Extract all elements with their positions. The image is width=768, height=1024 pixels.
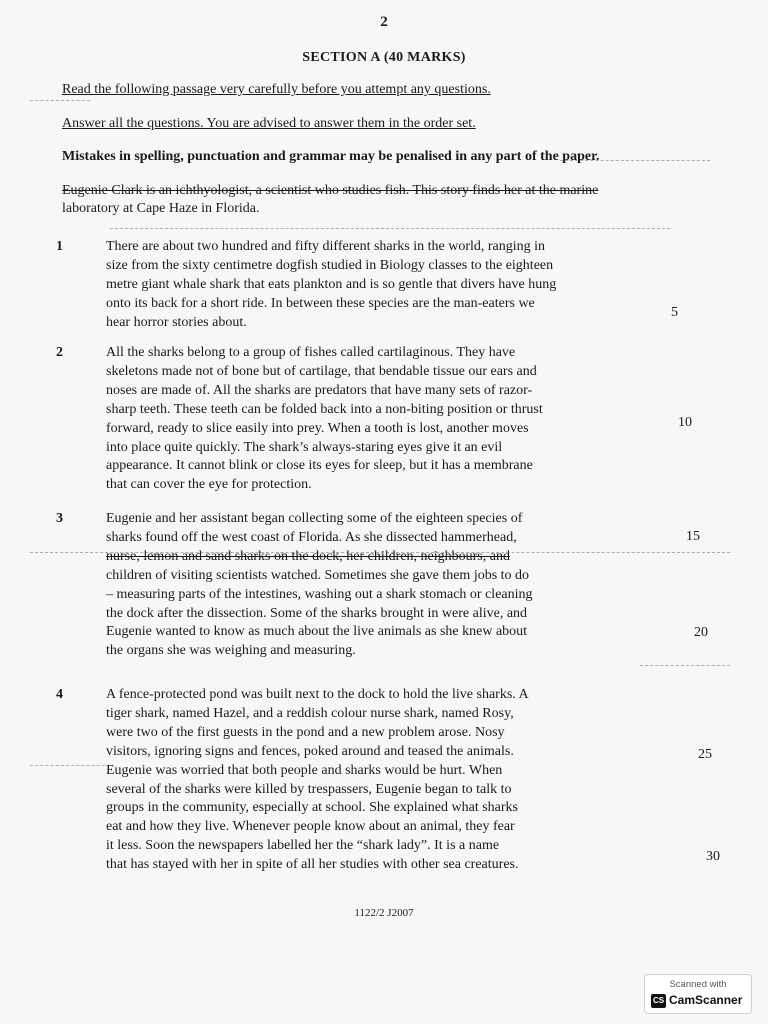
line-number-marker: 25 <box>698 747 712 762</box>
text-line: metre giant whale shark that eats plankton and is so gentle that divers have hung <box>106 276 557 292</box>
text-line: that has stayed with her in spite of all her studies with other sea creatures. <box>106 857 519 873</box>
paragraph-text <box>106 510 666 661</box>
line-number-marker: 5 <box>671 305 678 320</box>
text-line: several of the sharks were killed by trespassers, Eugenie began to talk to <box>106 781 512 797</box>
text-line: onto its back for a short ride. In between these species are the man-eaters we <box>106 295 535 311</box>
paragraph-text <box>106 344 666 495</box>
intro-line: Eugenie Clark is an ichthyologist, a scientist who studies fish. This story finds her at the marine <box>62 183 599 198</box>
paragraph-1 <box>56 238 726 328</box>
intro-text <box>62 182 712 218</box>
text-line: Eugenie and her assistant began collecting some of the eighteen species of <box>106 511 523 526</box>
paper-code: 1122/2 J2007 <box>354 907 414 919</box>
scan-noise <box>560 160 710 161</box>
text-line: tiger shark, named Hazel, and a reddish colour nurse shark, named Rosy, <box>106 705 514 721</box>
text-line: hear horror stories about. <box>106 314 247 330</box>
paragraph-4 <box>56 686 726 886</box>
paragraph-2 <box>56 344 726 494</box>
instruction-answer-all: Answer all the questions. You are advised to answer them in the order set. <box>62 116 476 131</box>
line-number-marker: 10 <box>678 415 692 430</box>
scan-noise <box>30 552 730 553</box>
text-line: that can cover the eye for protection. <box>106 477 312 493</box>
text-line: were two of the first guests in the pond and a new problem arose. Nosy <box>106 724 505 740</box>
instruction-mistakes-penalised: Mistakes in spelling, punctuation and grammar may be penalised in any part of the paper. <box>62 149 600 164</box>
text-line: children of visiting scientists watched. Sometimes she gave them jobs to do <box>106 567 530 583</box>
text-line: it less. Soon the newspapers labelled her the “shark lady”. It is a name <box>106 838 500 854</box>
line-number-marker: 30 <box>706 849 720 864</box>
text-line: There are about two hundred and fifty different sharks in the world, ranging in <box>106 239 546 254</box>
text-line: sharks found off the west coast of Florida. As she dissected hammerhead, <box>106 529 517 545</box>
section-title: SECTION A (40 MARKS) <box>302 50 466 65</box>
paragraph-text <box>106 238 666 333</box>
text-line: nurse, lemon and sand sharks on the dock, her children, neighbours, and <box>106 548 510 564</box>
camscanner-watermark <box>644 974 752 1014</box>
paragraph-number: 4 <box>56 687 63 702</box>
text-line: the organs she was weighing and measuring. <box>106 643 356 659</box>
text-line: into place quite quickly. The shark’s always-staring eyes give it an evil <box>106 439 503 455</box>
text-line: forward, ready to slice easily into prey. When a tooth is lost, another moves <box>106 420 529 436</box>
intro-line: laboratory at Cape Haze in Florida. <box>62 201 260 216</box>
scan-noise <box>110 228 670 229</box>
camscanner-label: CamScanner <box>669 993 743 1007</box>
text-line: appearance. It cannot blink or close its eyes for sleep, but it has a membrane <box>106 458 533 474</box>
text-line: A fence-protected pond was built next to the dock to hold the live sharks. A <box>106 687 529 702</box>
text-line: skeletons made not of bone but of cartilage, that bendable tissue our ears and <box>106 363 537 379</box>
scanned-with-label: Scanned with <box>669 979 727 990</box>
text-line: All the sharks belong to a group of fishes called cartilaginous. They have <box>106 345 516 360</box>
text-line: the dock after the dissection. Some of the sharks brought in were alive, and <box>106 605 528 621</box>
instruction-read-passage: Read the following passage very carefully before you attempt any questions. <box>62 82 491 97</box>
text-line: size from the sixty centimetre dogfish studied in Biology classes to the eighteen <box>106 257 554 273</box>
text-line: Eugenie was worried that both people and sharks would be hurt. When <box>106 762 503 778</box>
camscanner-logo-icon: CS <box>651 994 666 1008</box>
text-line: Eugenie wanted to know as much about the live animals as she knew about <box>106 624 528 640</box>
paragraph-3 <box>56 510 726 670</box>
text-line: – measuring parts of the intestines, washing out a shark stomach or cleaning <box>106 586 533 602</box>
paragraph-number: 2 <box>56 345 63 360</box>
scan-noise <box>30 765 110 766</box>
text-line: visitors, ignoring signs and fences, poked around and teased the animals. <box>106 743 514 759</box>
paragraph-text <box>106 686 666 875</box>
paragraph-number: 3 <box>56 511 63 526</box>
line-number-marker: 15 <box>686 529 700 544</box>
page-number: 2 <box>380 14 388 30</box>
text-line: groups in the community, especially at school. She explained what sharks <box>106 800 519 816</box>
line-number-marker: 20 <box>694 625 708 640</box>
text-line: eat and how they live. Whenever people know about an animal, they fear <box>106 819 515 835</box>
text-line: noses are made of. All the sharks are predators that have many sets of razor- <box>106 382 533 398</box>
scan-noise <box>30 100 90 101</box>
paragraph-number: 1 <box>56 239 63 254</box>
scan-noise <box>640 665 730 666</box>
text-line: sharp teeth. These teeth can be folded back into a non-biting position or thrust <box>106 401 543 417</box>
